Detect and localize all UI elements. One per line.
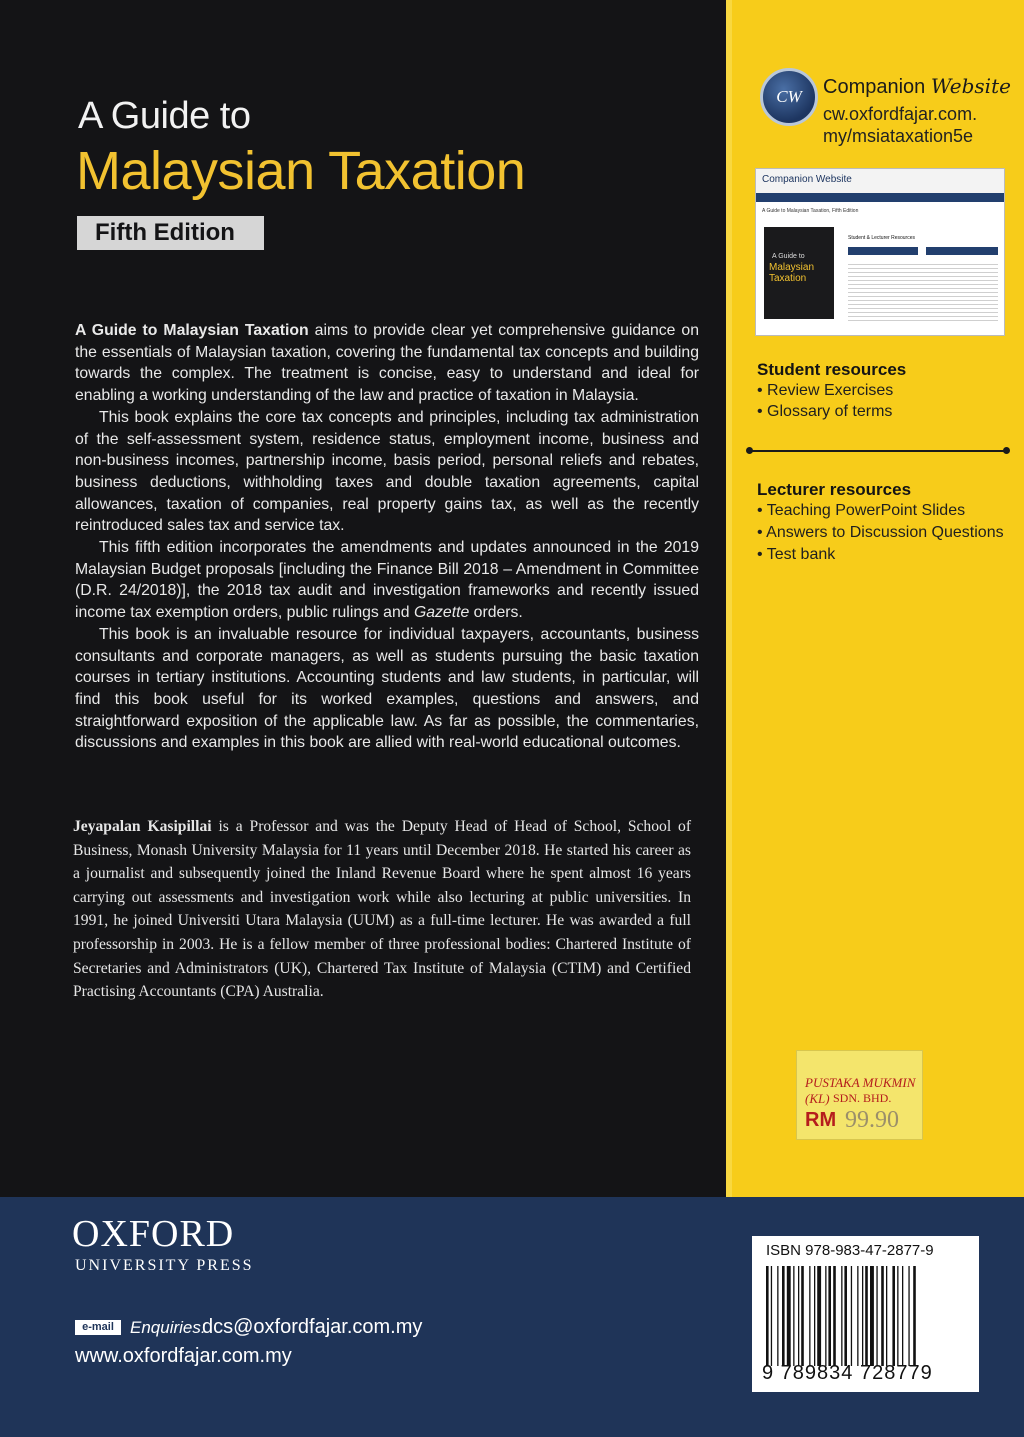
screenshot-text-lines (848, 261, 998, 321)
screenshot-book-cover (764, 227, 834, 319)
description-gazette: Gazette (413, 604, 470, 622)
edition-badge: Fifth Edition (77, 216, 264, 250)
screenshot-book-title1: A Guide to (772, 253, 805, 260)
screenshot-nav (756, 193, 1004, 202)
description-book-title: A Guide to Malaysian Taxation (75, 322, 309, 339)
enquiries-email-link[interactable]: dcs@oxfordfajar.com.my (202, 1316, 423, 1338)
screenshot-book-title2: Malaysian Taxation (769, 262, 815, 284)
barcode-icon (764, 1266, 967, 1366)
isbn-barcode-box (752, 1236, 979, 1392)
book-title-line1: A Guide to (78, 95, 251, 137)
cw-logo-text: CW (776, 87, 802, 106)
companion-url-line2[interactable]: my/msiataxation5e (823, 126, 974, 146)
price-sticker (796, 1050, 923, 1140)
description-paragraph-2: This book explains the core tax concepts and principles, including tax administration of the self-assessment system, residence status, employment income, business and non-business incomes, partnership income, basis period, personal reliefs and rebates, business deductions, withholding taxes and double taxation agreements, capital allowances, taxation of companies, real property gains tax, as well as the recently reintroduced sales tax and service tax. (75, 408, 699, 535)
description-paragraph-1 (75, 320, 699, 407)
screenshot-lecturer-button (926, 247, 998, 255)
sticker-store-suffix: SDN. BHD. (833, 1091, 892, 1105)
screenshot-header-logo: Companion Website (762, 174, 852, 185)
book-description (75, 320, 699, 754)
cw-title-b: Website (930, 74, 1011, 98)
student-resource-item: • Review Exercises (757, 382, 894, 399)
enquiries-label: Enquiries: (130, 1318, 206, 1337)
description-paragraph-3-text-a: This fifth edition incorporates the amendments and updates announced in the 2019 Malaysian Budget proposals [including the Finance Bill 2018 – Amendment in Committee (D.R. 24/2018)], the 2018 tax audit and investigation frameworks and recently issued income tax exemption orders, public rulings and (75, 539, 699, 622)
screenshot-student-button (848, 247, 918, 255)
companion-website-title (823, 74, 1011, 99)
lecturer-resources-heading: Lecturer resources (757, 480, 912, 499)
description-paragraph-3 (75, 537, 699, 624)
lecturer-resource-item: • Teaching PowerPoint Slides (757, 502, 966, 519)
companion-url-line1[interactable]: cw.oxfordfajar.com. (823, 104, 978, 124)
lecturer-resource-item: • Answers to Discussion Questions (757, 524, 1004, 541)
companion-website-logo-icon (760, 68, 818, 126)
companion-website-screenshot (755, 168, 1005, 336)
screenshot-breadcrumb: A Guide to Malaysian Taxation, Fifth Edition (762, 208, 859, 214)
oxford-logo-subtitle: UNIVERSITY PRESS (75, 1257, 254, 1274)
student-resources-heading: Student resources (757, 360, 907, 379)
barcode-number: 9 789834 728779 (762, 1362, 933, 1384)
description-paragraph-1-text: aims to provide clear yet comprehensive guidance on the essentials of Malaysian taxation, covering the fundamental tax concepts and building towards the complex. The treatment is concise, easy to understand and ideal for enabling a working understanding of the law and practice of taxation in Malaysia. (75, 322, 699, 405)
sticker-price: 99.90 (845, 1107, 899, 1133)
student-resource-item: • Glossary of terms (757, 403, 893, 420)
cw-title-a: Companion (823, 76, 931, 98)
sticker-store-name: PUSTAKA MUKMIN (KL) (805, 1075, 916, 1106)
resources-divider (748, 450, 1008, 452)
author-name: Jeyapalan Kasipillai (73, 818, 212, 835)
publisher-website-link[interactable]: www.oxfordfajar.com.my (75, 1345, 292, 1367)
lecturer-resource-item: • Test bank (757, 546, 836, 563)
screenshot-resources-heading: Student & Lecturer Resources (848, 235, 915, 241)
author-bio (73, 815, 691, 1004)
email-icon: e-mail (75, 1320, 121, 1335)
book-title-line2: Malaysian Taxation (76, 141, 526, 201)
isbn-label: ISBN 978-983-47-2877-9 (766, 1242, 934, 1259)
description-paragraph-4: This book is an invaluable resource for individual taxpayers, accountants, business consultants and corporate managers, as well as students pursuing the basic taxation courses in tertiary institutions. Accounting students and law students, in particular, will find this book useful for its worked examples, questions and answers, and straightforward exposition of the applicable law. As far as possible, the commentaries, discussions and examples in this book are allied with real-world educational outcomes. (75, 625, 699, 752)
oxford-logo: OXFORD (72, 1213, 235, 1255)
sticker-currency: RM (805, 1109, 837, 1131)
author-bio-text: is a Professor and was the Deputy Head of Head of School, School of Business, Monash University Malaysia for 11 years until December 2018. He started his career as a journalist and subsequently joined the Inland Revenue Board where he spent almost 16 years carrying out assessments and investigation work while also lecturing at public universities. In 1991, he joined Universiti Utara Malaysia (UUM) as a full-time lecturer. He was awarded a full professorship in 2003. He is a fellow member of three professional bodies: Chartered Institute of Secretaries and Administrators (UK), Chartered Tax Institute of Malaysia (CTIM) and Certified Practising Accountants (CPA) Australia. (73, 818, 692, 1001)
description-paragraph-3-text-b: orders. (469, 604, 523, 622)
